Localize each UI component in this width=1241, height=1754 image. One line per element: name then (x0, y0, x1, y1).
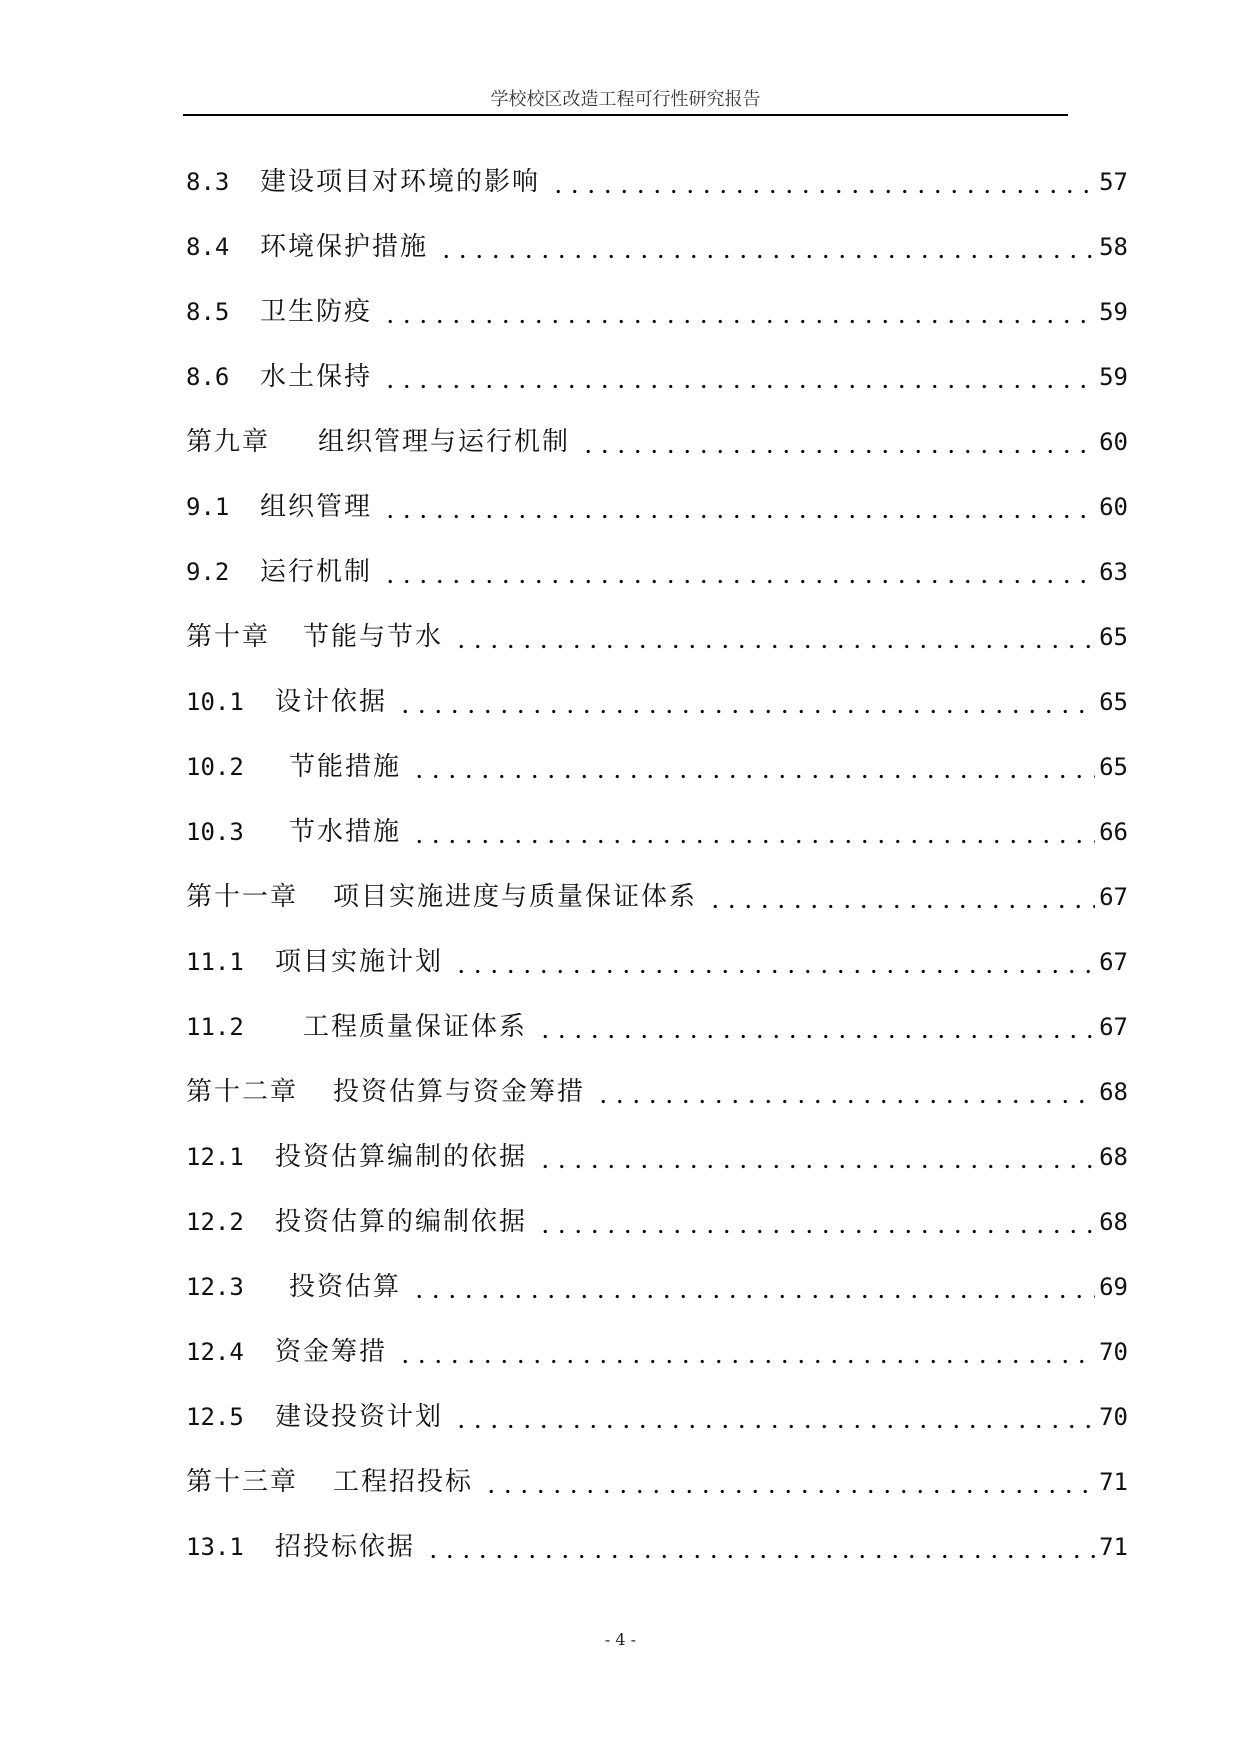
toc-entry-number: 10.2 (186, 753, 244, 781)
toc-entry-number: 8.6 (186, 363, 230, 391)
toc-entry-page: 68 (1099, 1143, 1128, 1171)
toc-entry (0, 552, 1241, 592)
toc-entry-number: 10.1 (186, 688, 244, 716)
toc-dot-leader (707, 877, 1095, 917)
toc-entry-page: 59 (1099, 298, 1128, 326)
toc-dot-leader (382, 292, 1095, 332)
toc-entry-title: 运行机制 (260, 557, 373, 587)
toc-entry-number: 12.1 (186, 1143, 244, 1171)
toc-chapter-number: 第十一章 (186, 882, 299, 912)
toc-dot-leader (397, 1332, 1095, 1372)
toc-entry-page: 66 (1099, 818, 1128, 846)
toc-dot-leader (453, 942, 1095, 982)
toc-chapter-number: 第十二章 (186, 1077, 299, 1107)
toc-dot-leader (595, 1072, 1095, 1112)
toc-entry-page: 63 (1099, 558, 1128, 586)
toc-entry-title: 投资估算与资金筹措 (333, 1077, 586, 1107)
toc-entry (0, 1007, 1241, 1047)
toc-entry-number: 11.1 (186, 948, 244, 976)
toc-entry (0, 227, 1241, 267)
toc-entry-page: 69 (1099, 1273, 1128, 1301)
toc-entry-page: 58 (1099, 233, 1128, 261)
toc-entry-title: 投资估算 (289, 1272, 402, 1302)
toc-entry-number: 12.4 (186, 1338, 244, 1366)
toc-entry (0, 812, 1241, 852)
toc-chapter-number: 第十章 (186, 622, 271, 652)
toc-dot-leader (453, 1397, 1095, 1437)
toc-entry-title: 项目实施计划 (275, 947, 444, 977)
toc-entry (0, 1137, 1241, 1177)
toc-entry-page: 65 (1099, 623, 1128, 651)
toc-entry-page: 68 (1099, 1208, 1128, 1236)
toc-entry-title: 建设项目对环境的影响 (260, 167, 541, 197)
toc-dot-leader (382, 487, 1095, 527)
toc-entry-title: 项目实施进度与质量保证体系 (333, 882, 698, 912)
toc-entry-page: 67 (1099, 948, 1128, 976)
toc-dot-leader (580, 422, 1095, 462)
toc-entry-title: 卫生防疫 (260, 297, 373, 327)
toc-entry-page: 67 (1099, 1013, 1128, 1041)
toc-chapter-entry (0, 1462, 1241, 1502)
toc-entry-title: 环境保护措施 (260, 232, 429, 262)
toc-entry (0, 1397, 1241, 1437)
toc-dot-leader (483, 1462, 1095, 1502)
toc-entry (0, 357, 1241, 397)
toc-entry-title: 组织管理 (260, 492, 373, 522)
toc-entry-page: 67 (1099, 883, 1128, 911)
page-number-footer: - 4 - (604, 1630, 637, 1649)
toc-dot-leader (537, 1007, 1095, 1047)
toc-entry (0, 1527, 1241, 1567)
toc-entry (0, 942, 1241, 982)
toc-dot-leader (438, 227, 1095, 267)
toc-entry-title: 招投标依据 (275, 1532, 416, 1562)
toc-entry (0, 1332, 1241, 1372)
toc-entry-page: 71 (1099, 1468, 1128, 1496)
toc-dot-leader (382, 552, 1095, 592)
toc-entry-title: 组织管理与运行机制 (318, 427, 571, 457)
toc-entry-number: 10.3 (186, 818, 244, 846)
toc-entry-page: 65 (1099, 688, 1128, 716)
toc-entry (0, 162, 1241, 202)
toc-dot-leader (411, 747, 1095, 787)
toc-entry-page: 71 (1099, 1533, 1128, 1561)
toc-dot-leader (537, 1137, 1095, 1177)
toc-entry (0, 292, 1241, 332)
toc-entry (0, 1202, 1241, 1242)
toc-entry-title: 节水措施 (289, 817, 402, 847)
toc-entry-number: 11.2 (186, 1013, 244, 1041)
toc-entry-number: 12.2 (186, 1208, 244, 1236)
toc-dot-leader (397, 682, 1095, 722)
toc-entry-title: 节能措施 (289, 752, 402, 782)
toc-entry-number: 12.5 (186, 1403, 244, 1431)
toc-entry-title: 投资估算的编制依据 (275, 1207, 528, 1237)
toc-dot-leader (537, 1202, 1095, 1242)
toc-entry-title: 资金筹措 (275, 1337, 388, 1367)
toc-entry-number: 9.2 (186, 558, 230, 586)
toc-chapter-entry (0, 877, 1241, 917)
toc-entry (0, 1267, 1241, 1307)
toc-entry-title: 建设投资计划 (275, 1402, 444, 1432)
toc-dot-leader (382, 357, 1095, 397)
toc-entry-number: 13.1 (186, 1533, 244, 1561)
toc-dot-leader (411, 1267, 1095, 1307)
toc-entry-page: 70 (1099, 1338, 1128, 1366)
toc-chapter-entry (0, 422, 1241, 462)
toc-entry-page: 68 (1099, 1078, 1128, 1106)
toc-chapter-entry (0, 617, 1241, 657)
toc-entry-number: 8.5 (186, 298, 230, 326)
toc-dot-leader (411, 812, 1095, 852)
toc-entry-title: 节能与节水 (303, 622, 444, 652)
toc-entry-page: 59 (1099, 363, 1128, 391)
toc-dot-leader (425, 1527, 1095, 1567)
toc-entry-title: 水土保持 (260, 362, 373, 392)
toc-entry-number: 8.3 (186, 168, 230, 196)
toc-entry (0, 682, 1241, 722)
toc-chapter-entry (0, 1072, 1241, 1112)
toc-entry-number: 9.1 (186, 493, 230, 521)
toc-entry (0, 487, 1241, 527)
toc-entry-number: 8.4 (186, 233, 230, 261)
toc-entry-page: 65 (1099, 753, 1128, 781)
toc-entry-title: 工程质量保证体系 (303, 1012, 528, 1042)
toc-chapter-number: 第十三章 (186, 1467, 299, 1497)
header-rule (183, 114, 1068, 116)
toc-entry-title: 设计依据 (275, 687, 388, 717)
toc-entry-page: 60 (1099, 428, 1128, 456)
toc-entry-page: 70 (1099, 1403, 1128, 1431)
toc-entry-title: 工程招投标 (333, 1467, 474, 1497)
toc-entry-page: 57 (1099, 168, 1128, 196)
toc-entry-page: 60 (1099, 493, 1128, 521)
toc-dot-leader (453, 617, 1095, 657)
running-header: 学校校区改造工程可行性研究报告 (490, 89, 761, 110)
toc-entry (0, 747, 1241, 787)
toc-entry-number: 12.3 (186, 1273, 244, 1301)
toc-dot-leader (550, 162, 1095, 202)
toc-entry-title: 投资估算编制的依据 (275, 1142, 528, 1172)
toc-chapter-number: 第九章 (186, 427, 271, 457)
